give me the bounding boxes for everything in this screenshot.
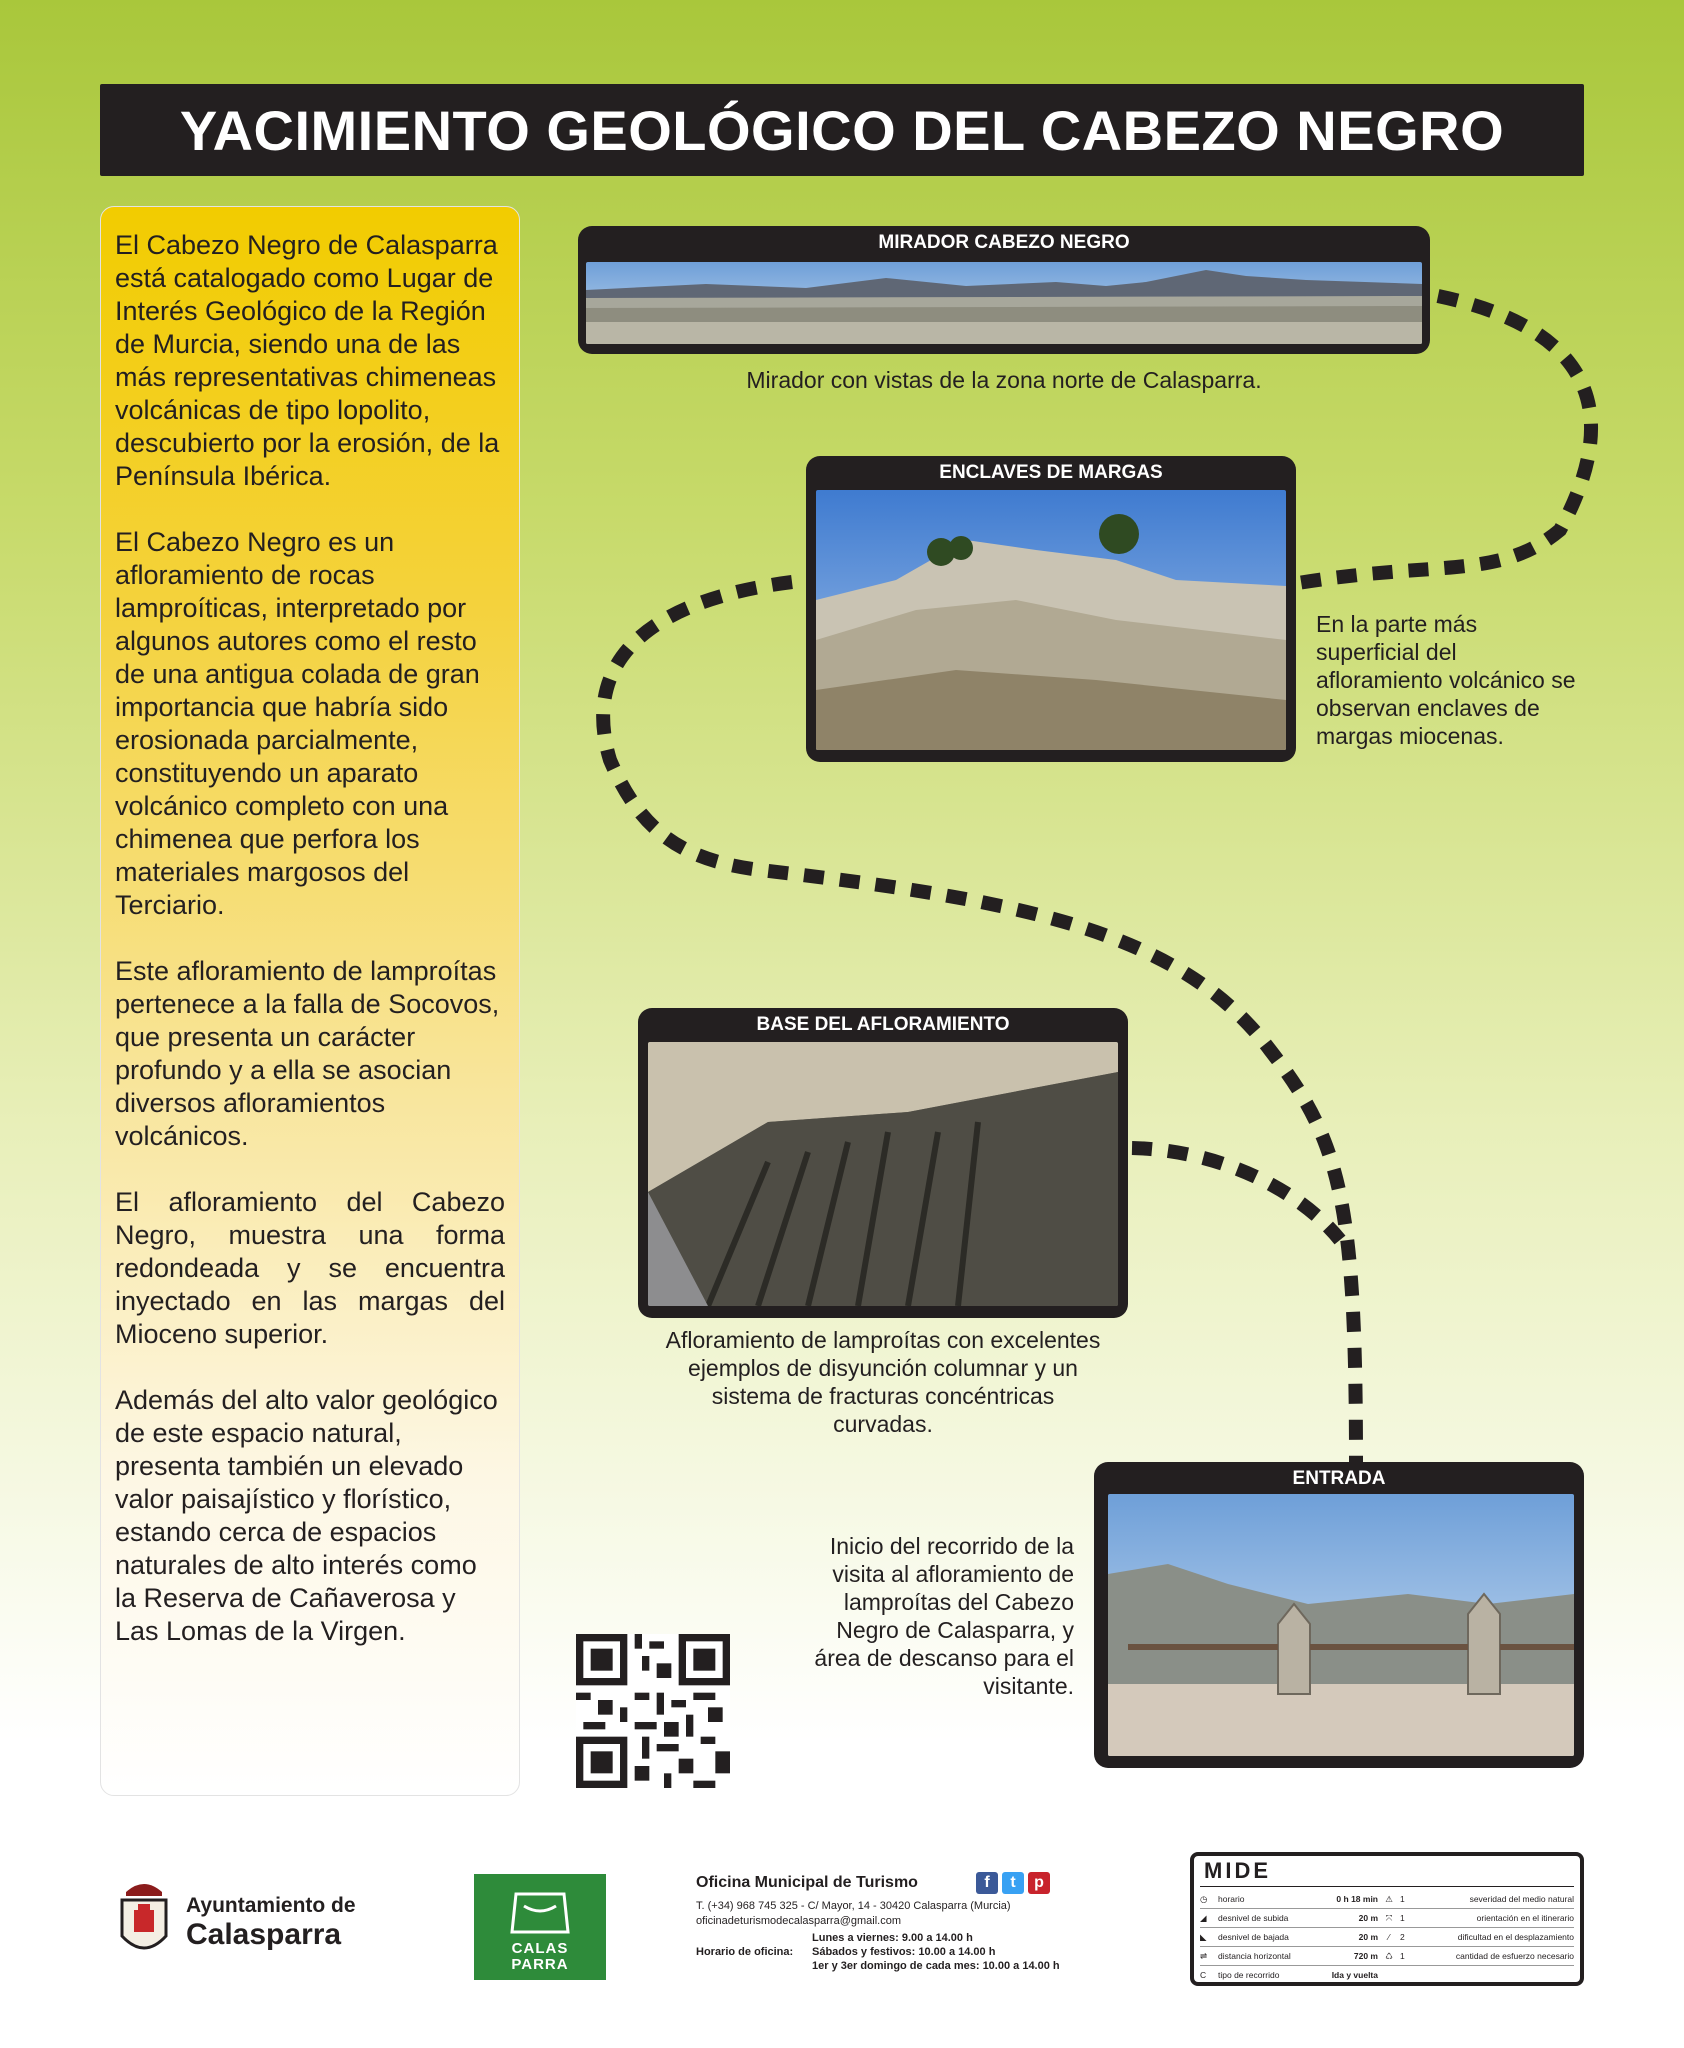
mide-row-num: 1 <box>1400 1951 1405 1961</box>
mide-row-label: horario <box>1218 1894 1245 1904</box>
effort-icon: ♺ <box>1385 1950 1393 1961</box>
hours-label: Horario de oficina: <box>696 1946 794 1958</box>
qr-code[interactable] <box>576 1634 730 1788</box>
orientation-icon: ⤧ <box>1385 1912 1393 1923</box>
route-type-icon: C <box>1200 1970 1207 1980</box>
mide-row-right: severidad del medio natural <box>1469 1894 1574 1904</box>
ayuntamiento-line2: Calasparra <box>186 1918 342 1951</box>
brand-line2: PARRA <box>511 1956 569 1973</box>
mide-row-label: distancia horizontal <box>1218 1951 1291 1961</box>
mide-row-label: tipo de recorrido <box>1218 1970 1280 1980</box>
calasparra-brand-logo <box>474 1874 606 1980</box>
base-caption: Afloramiento de lamproítas con excelentes ejemplos de disyunción columnar y un sistema de fracturas concéntricas curvadas. <box>665 1327 1101 1437</box>
paragraph-1: El Cabezo Negro de Calasparra está catalogado como Lugar de Interés Geológico de la Región de Murcia, siendo una de las más representativas chimeneas volcánicas de tipo lopolito, descubierto por la erosión, de la Península Ibérica. <box>115 230 500 491</box>
footprint-icon: ⁄ <box>1388 1932 1390 1942</box>
ascent-icon: ◢ <box>1200 1912 1207 1923</box>
hours-saturdays: Sábados y festivos: 10.00 a 14.00 h <box>812 1946 996 1958</box>
paragraph-5: Además del alto valor geológico de este espacio natural, presenta también un elevado valor paisajístico y florístico, estando cerca de espacios naturales de alto interés como la Reserva de Cañaverosa y Las Lomas de la Virgen. <box>115 1385 498 1646</box>
base-frame <box>638 1008 1128 1318</box>
mide-rows <box>1200 1890 1574 1984</box>
distance-icon: ⇌ <box>1200 1950 1208 1961</box>
mide-row <box>1200 1909 1574 1928</box>
coat-of-arms-icon <box>116 1874 172 1964</box>
margas-frame <box>806 456 1296 762</box>
mide-row-value: 720 m <box>1353 1951 1378 1961</box>
hours-weekdays: Lunes a viernes: 9.00 a 14.00 h <box>812 1932 973 1944</box>
office-email[interactable]: oficinadeturismodecalasparra@gmail.com <box>696 1915 901 1927</box>
ayuntamiento-logo <box>116 1874 376 1964</box>
mide-row-num: 1 <box>1400 1913 1405 1923</box>
mide-title: MIDE <box>1204 1858 1271 1883</box>
mide-row-num: 2 <box>1400 1932 1405 1942</box>
hours-sundays: 1er y 3er domingo de cada mes: 10.00 a 14.00 h <box>812 1960 1060 1972</box>
social-icons <box>976 1872 1050 1894</box>
paragraph-4: El afloramiento del Cabezo Negro, muestra una forma redondeada y se encuentra inyectado en las margas del Mioceno superior. <box>115 1187 505 1349</box>
mide-row-value: 20 m <box>1358 1913 1378 1923</box>
paragraph-2: El Cabezo Negro es un afloramiento de rocas lamproíticas, interpretado por algunos autores como el resto de una antigua colada de gran importancia que habría sido erosionada parcialmente, constituyendo un aparato volcánico completo con una chimenea que perfora los materiales margosos del Terciario. <box>115 527 480 920</box>
margas-photo <box>816 490 1286 750</box>
mide-row-value: 0 h 18 min <box>1336 1894 1378 1904</box>
brand-line1: CALAS <box>511 1940 569 1957</box>
pinterest-icon[interactable]: p <box>1028 1872 1050 1894</box>
mide-row-label: desnivel de subida <box>1218 1913 1289 1923</box>
mide-row <box>1200 1890 1574 1909</box>
mirador-frame <box>578 226 1430 354</box>
mide-row-right: orientación en el itinerario <box>1476 1913 1574 1923</box>
mide-row-num: 1 <box>1400 1894 1405 1904</box>
mide-row-value: 20 m <box>1358 1932 1378 1942</box>
brand-mark-icon <box>476 1880 604 1940</box>
office-title: Oficina Municipal de Turismo <box>696 1874 918 1891</box>
entrada-photo <box>1108 1494 1574 1756</box>
mide-row <box>1200 1966 1574 1984</box>
mide-table <box>1190 1852 1584 1986</box>
entrada-frame <box>1094 1462 1584 1768</box>
twitter-icon[interactable]: t <box>1002 1872 1024 1894</box>
facebook-icon[interactable]: f <box>976 1872 998 1894</box>
margas-label: ENCLAVES DE MARGAS <box>939 462 1163 483</box>
mide-row-right: cantidad de esfuerzo necesario <box>1455 1951 1574 1961</box>
descent-icon: ◣ <box>1200 1931 1207 1942</box>
mide-row-right: dificultad en el desplazamiento <box>1457 1932 1574 1942</box>
mide-row <box>1200 1947 1574 1966</box>
base-photo <box>648 1042 1118 1306</box>
clock-icon: ◷ <box>1200 1893 1208 1904</box>
warning-icon: ⚠ <box>1385 1893 1393 1904</box>
mirador-label: MIRADOR CABEZO NEGRO <box>878 232 1130 253</box>
mide-row-value: Ida y vuelta <box>1331 1970 1378 1980</box>
ayuntamiento-line1: Ayuntamiento de <box>186 1894 356 1917</box>
mirador-photo <box>586 262 1422 344</box>
base-label: BASE DEL AFLORAMIENTO <box>756 1014 1010 1035</box>
tourism-office-info <box>696 1872 1116 1982</box>
mirador-caption: Mirador con vistas de la zona norte de Calasparra. <box>746 367 1262 393</box>
margas-caption: En la parte más superficial del afloramiento volcánico se observan enclaves de margas miocenas. <box>1316 611 1576 749</box>
entrada-label: ENTRADA <box>1292 1468 1386 1489</box>
page-title: YACIMIENTO GEOLÓGICO DEL CABEZO NEGRO <box>179 98 1505 162</box>
office-phone-address: T. (+34) 968 745 325 - C/ Mayor, 14 - 30420 Calasparra (Murcia) <box>696 1900 1011 1912</box>
entrada-caption: Inicio del recorrido de la visita al afloramiento de lamproítas del Cabezo Negro de Calasparra, y área de descanso para el visitante. <box>814 1533 1074 1699</box>
mide-row <box>1200 1928 1574 1947</box>
mide-row-label: desnivel de bajada <box>1218 1932 1289 1942</box>
paragraph-3: Este afloramiento de lamproítas pertenece a la falla de Socovos, que presenta un carácter profundo y a ella se asocian diversos afloramientos volcánicos. <box>115 956 500 1151</box>
